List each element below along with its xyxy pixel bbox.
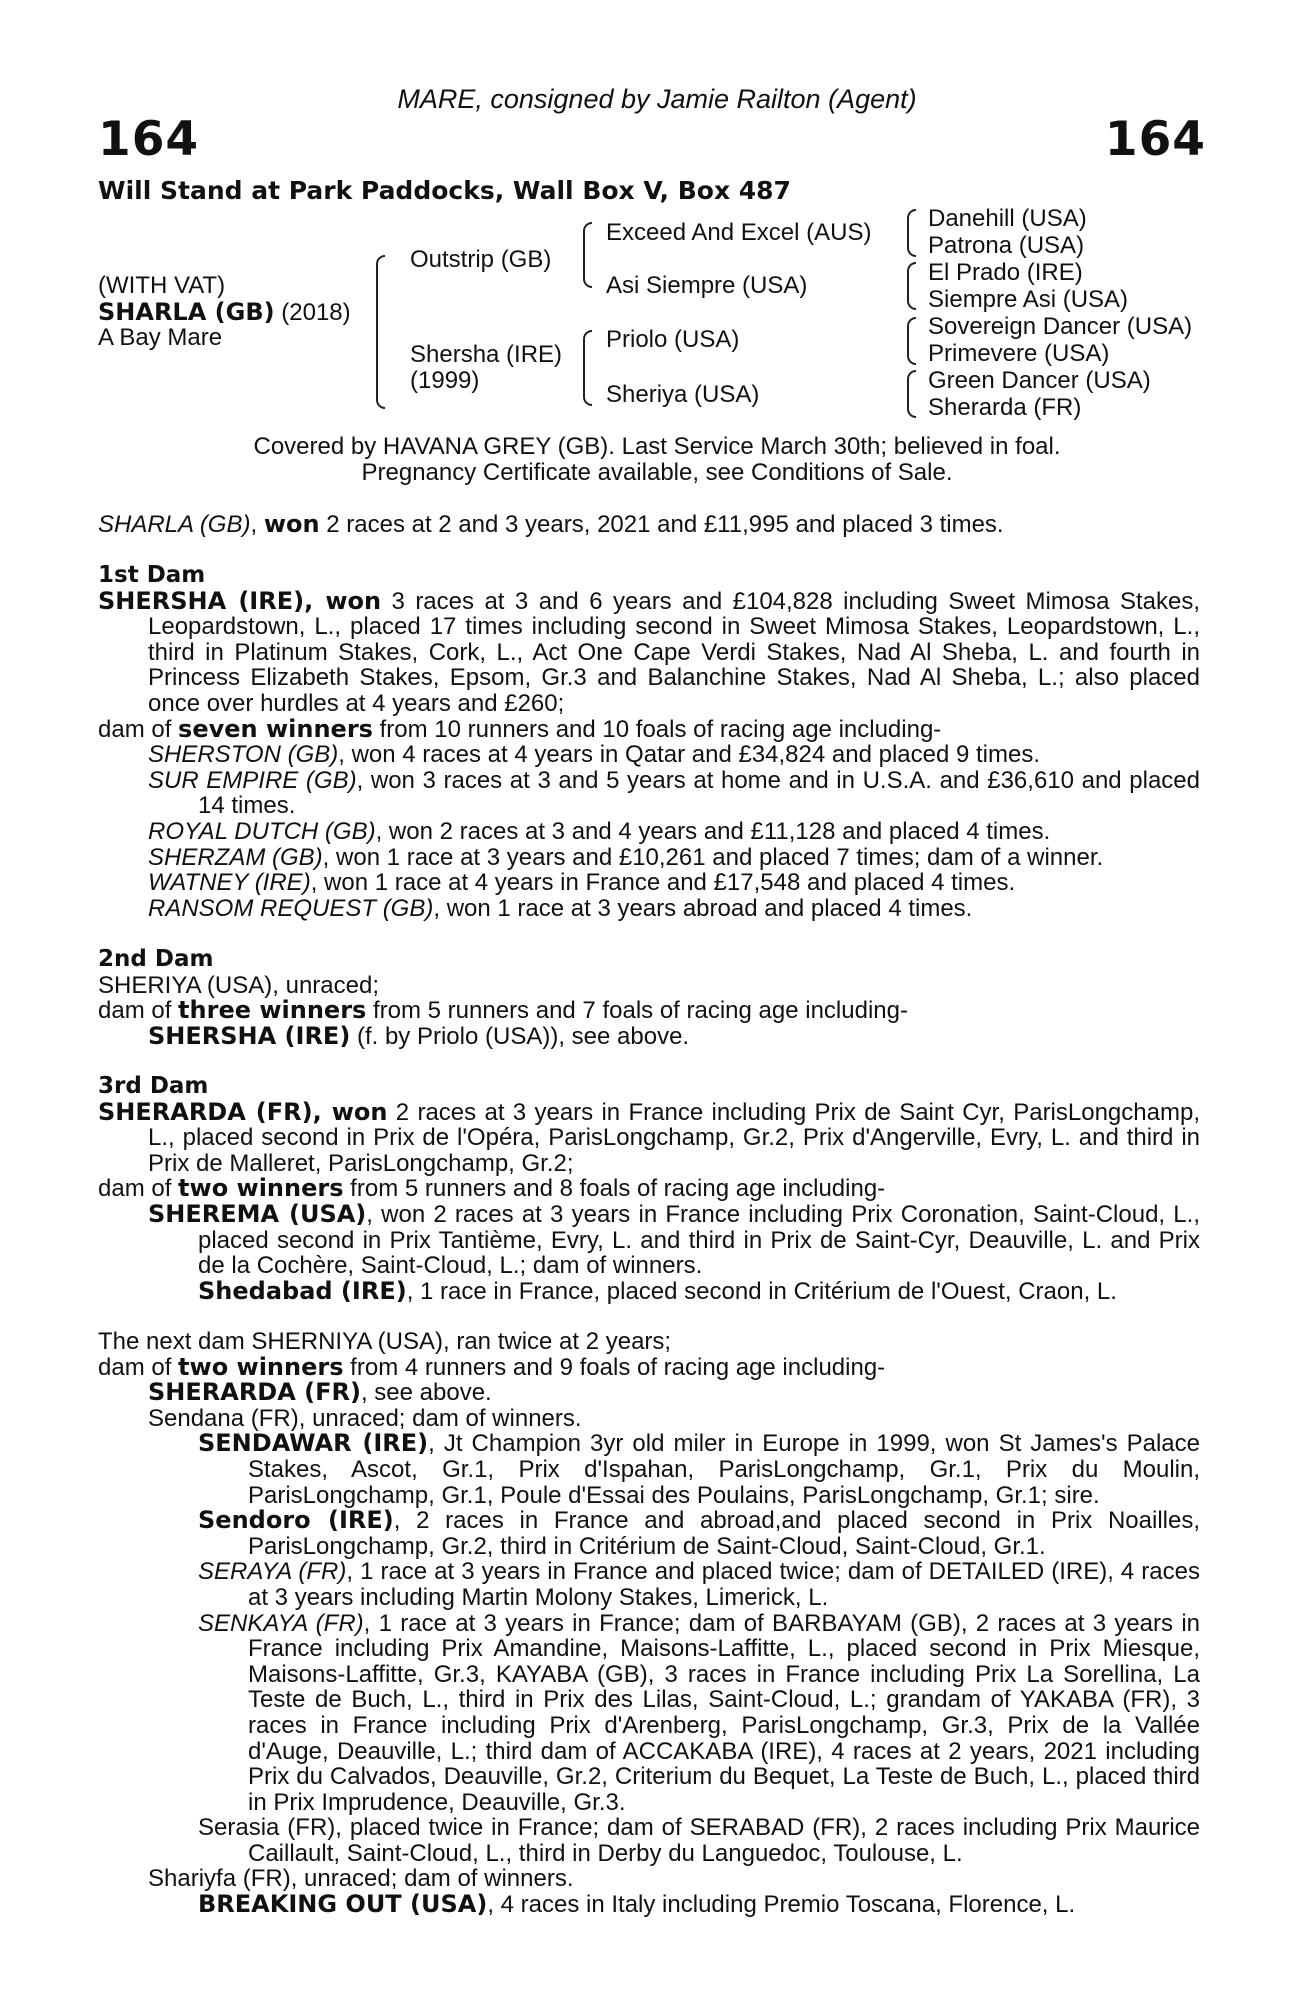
horse-year: (2018) [281, 299, 351, 326]
dam-dam: Sheriya (USA) [606, 381, 760, 408]
list-item: Shariyfa (FR), unraced; dam of winners. [148, 1865, 574, 1893]
list-item: SHERARDA (FR), see above. [148, 1378, 492, 1407]
third-dam-section [98, 1074, 1200, 1304]
ancestor-6: Primevere (USA) [928, 340, 1110, 367]
second-dam-section [98, 947, 1200, 1049]
ancestor-7: Green Dancer (USA) [928, 367, 1151, 394]
first-dam-heading: 1st Dam [98, 562, 206, 588]
list-item: Serasia (FR), placed twice in France; dam of SERABAD (FR), 2 races including Prix Maurice Caillault, Saint-Cloud, L., third in Derby du Languedoc, Toulouse, L. [198, 1814, 1200, 1867]
list-item: ROYAL DUTCH (GB), won 2 races at 3 and 4 years and £11,128 and placed 4 times. [148, 817, 1051, 845]
list-item: SHERZAM (GB), won 1 race at 3 years and £10,261 and placed 7 times; dam of a winner. [148, 843, 1104, 871]
list-item: SHERSTON (GB), won 4 races at 4 years in Qatar and £34,824 and placed 9 times. [148, 741, 1041, 769]
second-dam-heading: 2nd Dam [98, 946, 214, 972]
list-item: SENKAYA (FR), 1 race at 3 years in France; dam of BARBAYAM (GB), 2 races at 3 years in France including Prix Amandine, Maisons-Laffitte, L., placed second in Prix Miesque, Maisons-Laffitte, Gr.3, KAYABA (GB), 3 races in France including Prix La Sorellina, La Teste de Buch, L., third in Prix des Lilas, Saint-Cloud, L.; grandam of YAKABA (FR), 3 races in France including Prix d'Arenberg, ParisLongchamp, Gr.3, Prix de la Vallée d'Auge, Deauville, L.; third dam of ACCAKABA (IRE), 4 races at 2 years, 2021 including Prix du Calvados, Deauville, Gr.2, Criterium du Bequet, La Teste de Buch, L., placed third in Prix Imprudence, Deauville, Gr.3. [198, 1609, 1200, 1816]
covered-line-1: Covered by HAVANA GREY (GB). Last Service March 30th; believed in foal. [253, 433, 1061, 460]
first-dam-record: SHERSHA (IRE), won 3 races at 3 and 6 years and £104,828 including Sweet Mimosa Stakes, Leopardstown, L., placed 17 times including second in Sweet Mimosa Stakes, Leopardstown, L., third in Platinum Stakes, Cork, L., Act One Cape Verdi Stakes, Nad Al Sheba, L. and fourth in Princess Elizabeth Stakes, Epsom, Gr.3 and Balanchine Stakes, Nad Al Sheba, L.; also placed once over hurdles at 4 years and £260; [98, 586, 1201, 717]
list-item: SHEREMA (USA), won 2 races at 3 years in France including Prix Coronation, Saint-Cloud, L., placed second in Prix Tantième, Evry, L. and third in Prix de Saint-Cyr, Deauville, L. and Prix de la Cochère, Saint-Cloud, L.; dam of winners. [148, 1199, 1200, 1280]
race-record: SHARLA (GB), won 2 races at 2 and 3 years, 2021 and £11,995 and placed 3 times. [98, 510, 1004, 538]
next-dam-produce: dam of two winners from 4 runners and 9 foals of racing age including- [98, 1352, 886, 1381]
list-item: SENDAWAR (IRE), Jt Champion 3yr old miler in Europe in 1999, won St James's Palace Stakes, Ascot, Gr.1, Prix d'Ispahan, ParisLongchamp, Gr.1, Prix du Moulin, ParisLongchamp, Gr.1, Poule d'Essai des Poulains, ParisLongchamp, Gr.1; sire. [198, 1429, 1200, 1509]
ancestor-2: Patrona (USA) [928, 232, 1085, 259]
covered-note [0, 434, 1314, 486]
next-dam-record: The next dam SHERNIYA (USA), ran twice at 2 years; [98, 1328, 672, 1355]
ancestor-3: El Prado (IRE) [928, 259, 1083, 286]
ancestor-5: Sovereign Dancer (USA) [928, 313, 1193, 340]
list-item: SHERSHA (IRE) (f. by Priolo (USA)), see above. [148, 1021, 690, 1050]
brace-gen3-3 [907, 317, 916, 365]
horse-line [98, 298, 351, 327]
third-dam-record: SHERARDA (FR), won 2 races at 3 years in France including Prix de Saint Cyr, ParisLongchamp, L., placed second in Prix de l'Opéra, ParisLongchamp, Gr.2, Prix d'Angerville, Evry, L. and third in Prix de Malleret, ParisLongchamp, Gr.2; [98, 1097, 1200, 1177]
brace-gen2-sire [583, 222, 592, 288]
third-dam-produce: dam of two winners from 5 runners and 8 foals of racing age including- [98, 1174, 886, 1203]
list-item: Sendoro (IRE), 2 races in France and abroad,and placed second in Prix Noailles, ParisLongchamp, Gr.2, third in Critérium de Saint-Cloud, Saint-Cloud, Gr.1. [198, 1506, 1200, 1560]
dam-year: (1999) [410, 367, 480, 394]
third-dam-heading: 3rd Dam [98, 1073, 209, 1099]
second-dam-produce: dam of three winners from 5 runners and 7 foals of racing age including- [98, 996, 908, 1025]
sire: Outstrip (GB) [410, 246, 552, 273]
lot-number-right: 164 [1104, 112, 1206, 167]
brace-gen3-1 [907, 209, 916, 257]
record-won: won [263, 510, 320, 538]
brace-gen3-2 [907, 262, 916, 310]
first-dam-section [98, 563, 1200, 921]
sire-dam: Asi Siempre (USA) [606, 272, 808, 299]
horse-name: SHARLA (GB) [98, 298, 275, 326]
list-item: BREAKING OUT (USA), 4 races in Italy including Premio Toscana, Florence, L. [198, 1890, 1076, 1919]
list-item: SERAYA (FR), 1 race at 3 years in France and placed twice; dam of DETAILED (IRE), 4 races at 3 years including Martin Molony Stakes, Limerick, L. [198, 1558, 1200, 1611]
list-item: Sendana (FR), unraced; dam of winners. [148, 1404, 582, 1432]
consignment-line: MARE, consigned by Jamie Railton (Agent) [397, 84, 917, 114]
brace-gen1 [376, 255, 385, 409]
next-dam-section [98, 1329, 1200, 1918]
dam-sire: Priolo (USA) [606, 326, 740, 353]
horse-description: A Bay Mare [98, 324, 223, 351]
list-item: RANSOM REQUEST (GB), won 1 race at 3 years abroad and placed 4 times. [148, 894, 973, 922]
lot-number-left: 164 [98, 112, 200, 167]
second-dam-record: SHERIYA (USA), unraced; [98, 971, 379, 999]
list-item: Shedabad (IRE), 1 race in France, placed second in Critérium de l'Ouest, Craon, L. [198, 1276, 1117, 1305]
ancestor-8: Sherarda (FR) [928, 394, 1082, 421]
stand-location: Will Stand at Park Paddocks, Wall Box V, Box 487 [98, 176, 791, 205]
ancestor-4: Siempre Asi (USA) [928, 286, 1129, 313]
vat-note: (WITH VAT) [98, 272, 226, 299]
list-item: SUR EMPIRE (GB), won 3 races at 3 and 5 years at home and in U.S.A. and £36,610 and placed 14 times. [148, 766, 1200, 820]
first-dam-produce: dam of seven winners from 10 runners and 10 foals of racing age including- [98, 714, 942, 743]
sire-sire: Exceed And Excel (AUS) [606, 219, 872, 246]
brace-gen3-4 [907, 370, 916, 418]
dam: Shersha (IRE) [410, 341, 563, 368]
list-item: WATNEY (IRE), won 1 race at 4 years in France and £17,548 and placed 4 times. [148, 869, 1016, 897]
covered-line-2: Pregnancy Certificate available, see Conditions of Sale. [361, 459, 953, 486]
ancestor-1: Danehill (USA) [928, 205, 1087, 232]
record-horse-name: SHARLA (GB) [98, 511, 251, 538]
brace-gen2-dam [583, 330, 592, 406]
